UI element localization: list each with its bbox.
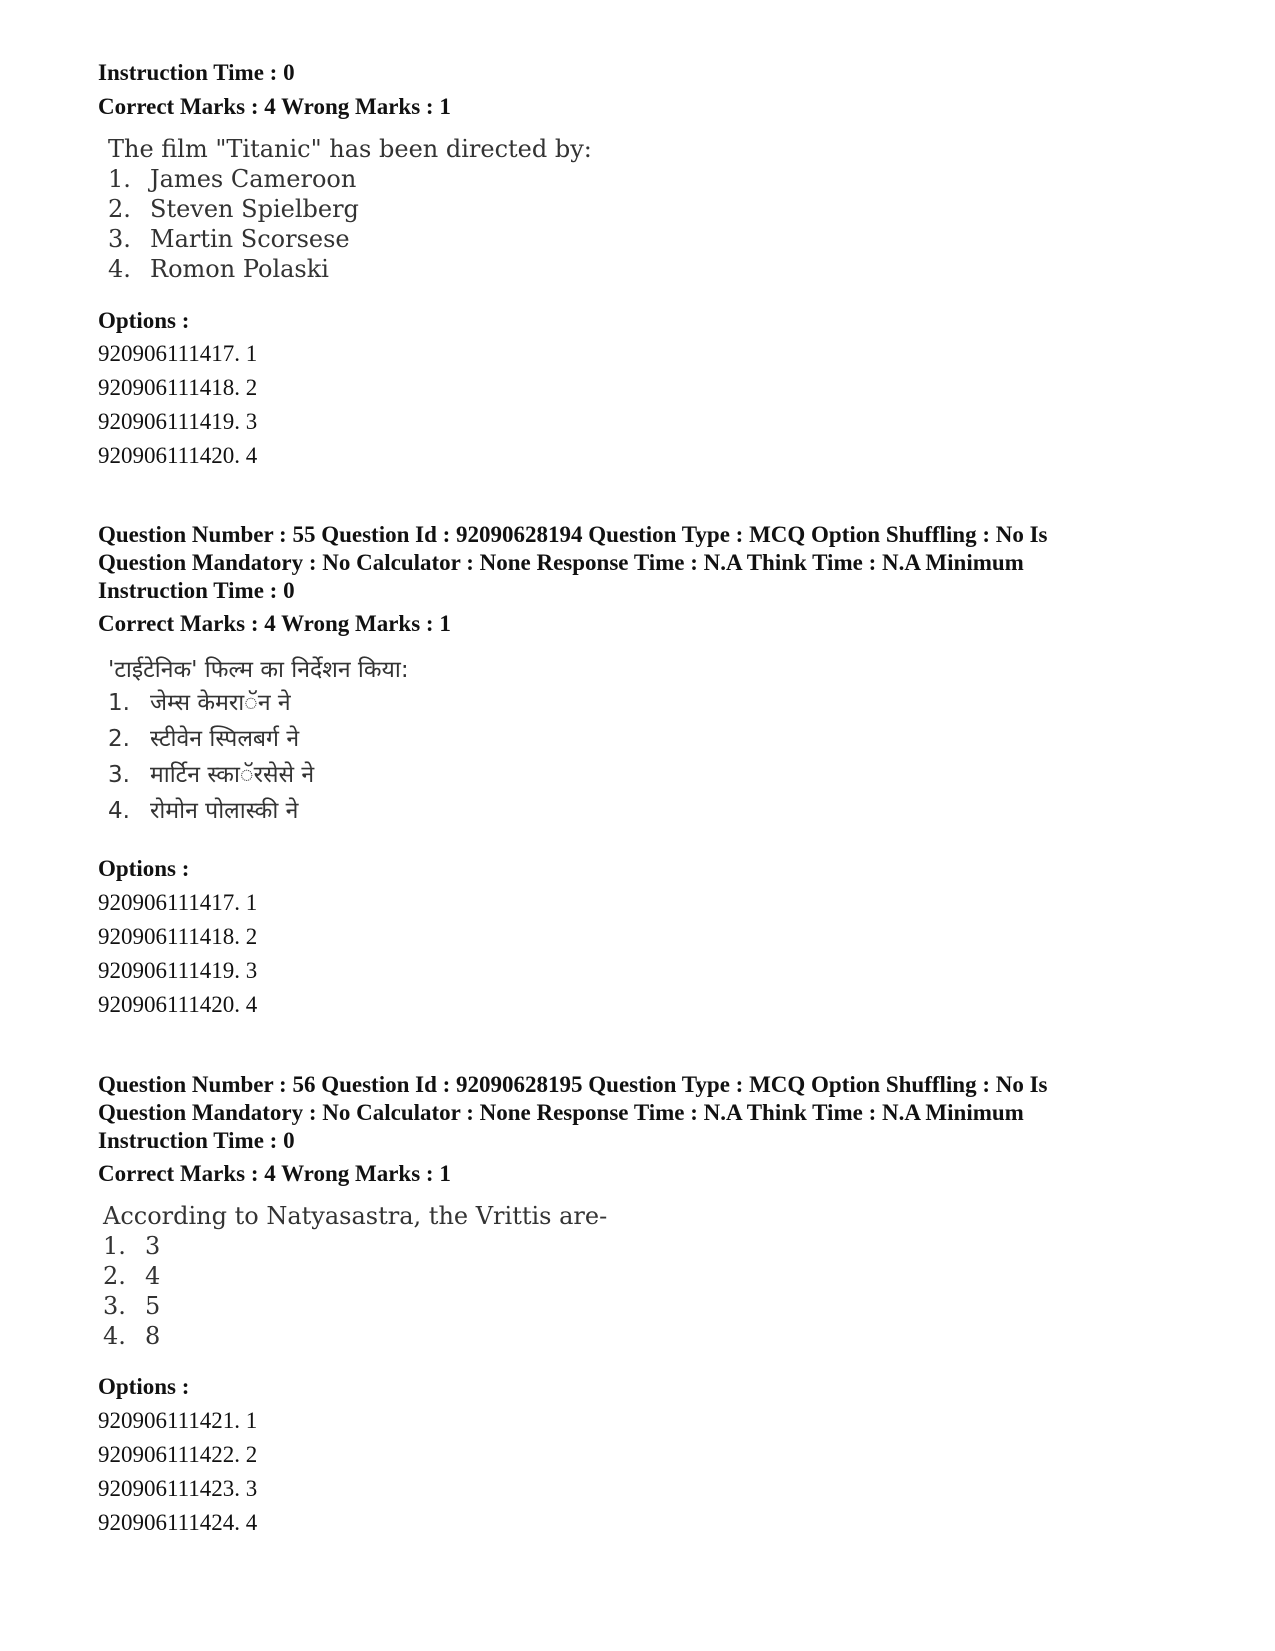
choice-text: 5 [145, 1292, 161, 1320]
option-item: 920906111417. 1 [98, 341, 258, 366]
options-label: Options : [98, 1374, 190, 1399]
choice-number: 4. [108, 798, 130, 824]
question-image [108, 134, 592, 284]
choice-text: जेम्स केमरा◌ॅन ने [150, 690, 291, 716]
choice-text: रोमोन पोलास्की ने [150, 798, 299, 824]
choice-number: 3. [108, 762, 130, 788]
choice-item [103, 1321, 607, 1351]
question-text: The film "Titanic" has been directed by: [108, 135, 592, 163]
choice-item [108, 721, 409, 757]
choice-number: 2. [108, 195, 131, 223]
option-item: 920906111417. 1 [98, 890, 258, 915]
question-text: 'टाईटेनिक' फिल्म का निर्देशन किया: [108, 657, 409, 683]
question-image [108, 655, 409, 829]
option-item: 920906111423. 3 [98, 1476, 258, 1501]
choice-item [108, 164, 592, 194]
choice-text: 8 [145, 1322, 161, 1350]
option-item: 920906111419. 3 [98, 409, 258, 434]
question-image [103, 1201, 607, 1351]
choice-item [103, 1231, 607, 1261]
choice-number: 1. [103, 1232, 126, 1260]
choice-text: Romon Polaski [150, 255, 329, 283]
instruction-time: Instruction Time : 0 [98, 60, 295, 85]
choice-item [108, 254, 592, 284]
option-item: 920906111419. 3 [98, 958, 258, 983]
marks-line: Correct Marks : 4 Wrong Marks : 1 [98, 611, 451, 636]
choice-item [108, 224, 592, 254]
option-item: 920906111418. 2 [98, 924, 258, 949]
options-label: Options : [98, 308, 190, 333]
choice-number: 2. [103, 1262, 126, 1290]
marks-line: Correct Marks : 4 Wrong Marks : 1 [98, 1161, 451, 1186]
choice-text: Martin Scorsese [150, 225, 350, 253]
question-header: Question Number : 55 Question Id : 92090628194 Question Type : MCQ Option Shuffling : No Is [98, 522, 1048, 547]
choice-number: 4. [103, 1322, 126, 1350]
option-item: 920906111424. 4 [98, 1510, 258, 1535]
choice-item [108, 757, 409, 793]
choice-text: 3 [145, 1232, 161, 1260]
options-label: Options : [98, 856, 190, 881]
choice-text: स्टीवेन स्पिलबर्ग ने [150, 726, 300, 752]
marks-line: Correct Marks : 4 Wrong Marks : 1 [98, 94, 451, 119]
choice-number: 1. [108, 690, 130, 716]
choice-text: 4 [145, 1262, 161, 1290]
choice-text: मार्टिन स्का◌ॅरसेसे ने [150, 762, 315, 788]
option-item: 920906111420. 4 [98, 443, 258, 468]
instruction-time: Instruction Time : 0 [98, 578, 295, 603]
option-item: 920906111418. 2 [98, 375, 258, 400]
option-item: 920906111421. 1 [98, 1408, 258, 1433]
choice-text: James Cameroon [150, 165, 357, 193]
choice-number: 3. [103, 1292, 126, 1320]
choice-item [108, 685, 409, 721]
choice-item [108, 194, 592, 224]
choice-number: 2. [108, 726, 130, 752]
option-item: 920906111420. 4 [98, 992, 258, 1017]
option-item: 920906111422. 2 [98, 1442, 258, 1467]
instruction-time: Instruction Time : 0 [98, 1128, 295, 1153]
choice-item [103, 1291, 607, 1321]
choice-item [108, 793, 409, 829]
question-text: According to Natyasastra, the Vrittis are- [103, 1202, 608, 1230]
question-header: Question Mandatory : No Calculator : None Response Time : N.A Think Time : N.A Minimum [98, 550, 1024, 575]
question-header: Question Number : 56 Question Id : 92090628195 Question Type : MCQ Option Shuffling : No Is [98, 1072, 1048, 1097]
choice-number: 4. [108, 255, 131, 283]
choice-number: 3. [108, 225, 131, 253]
choice-item [103, 1261, 607, 1291]
choice-text: Steven Spielberg [150, 195, 359, 223]
question-header: Question Mandatory : No Calculator : None Response Time : N.A Think Time : N.A Minimum [98, 1100, 1024, 1125]
choice-number: 1. [108, 165, 131, 193]
